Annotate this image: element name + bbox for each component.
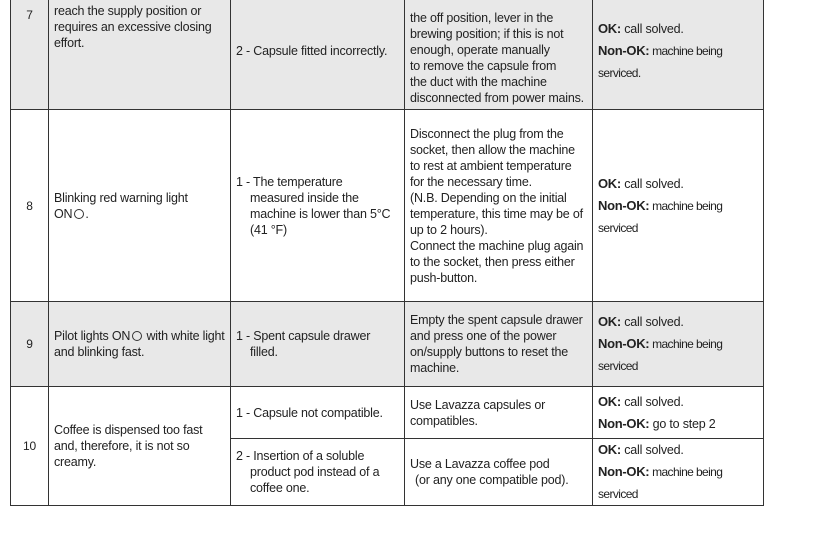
result-cell xyxy=(593,387,764,439)
solution-line: and press one of the power xyxy=(410,329,557,343)
cause-cell xyxy=(231,439,405,506)
problem-text-b: with white light and blinking fast. xyxy=(54,329,225,359)
solution-line: (N.B. Depending on the initial xyxy=(410,190,567,205)
problem-line: reach the supply position or xyxy=(54,4,202,18)
nok-text: machine being serviced xyxy=(598,337,723,373)
nok-label: Non-OK: xyxy=(598,43,650,58)
result-cell xyxy=(593,0,764,110)
problem-cell xyxy=(49,387,231,506)
problem-line: requires an excessive closing xyxy=(54,20,212,34)
table-row-10 xyxy=(11,387,764,439)
solution-line: for the necessary time. xyxy=(410,174,532,189)
cause-text: 1 - Spent capsule drawer filled. xyxy=(236,329,371,359)
circle-icon xyxy=(74,209,84,219)
nok-text: go to step 2 xyxy=(649,416,716,431)
solution-line: Connect the machine plug again xyxy=(410,238,584,253)
ok-text: call solved. xyxy=(620,394,684,409)
cause-text: 1 - The temperature measured inside the machine is lower than 5°C (41 °F) xyxy=(236,174,391,237)
cause-cell xyxy=(231,302,405,387)
ok-label: OK: xyxy=(598,442,621,457)
problem-end-text: . xyxy=(85,206,89,221)
problem-text-a: Pilot lights ON xyxy=(54,329,131,343)
cause-text: 2 - Capsule fitted incorrectly. xyxy=(236,44,388,58)
nok-text: machine being serviced xyxy=(598,465,723,501)
nok-label: Non-OK: xyxy=(598,464,650,479)
solution-line: compatibles. xyxy=(410,413,478,428)
troubleshooting-table xyxy=(10,0,764,506)
cause-text: 2 - Insertion of a soluble product pod instead of a coffee one. xyxy=(236,449,380,495)
ok-label: OK: xyxy=(598,21,621,36)
ok-label: OK: xyxy=(598,393,621,409)
solution-line: enough, operate manually xyxy=(410,43,550,57)
cause-cell xyxy=(231,387,405,439)
solution-cell xyxy=(405,0,593,110)
ok-label: OK: xyxy=(598,314,621,329)
solution-line: the off position, lever in the xyxy=(410,11,554,25)
solution-cell xyxy=(405,439,593,506)
problem-on-text: ON xyxy=(54,206,73,221)
table-row-7 xyxy=(11,0,764,110)
table-row-9 xyxy=(11,302,764,387)
nok-label: Non-OK: xyxy=(598,415,650,431)
nok-label: Non-OK: xyxy=(598,197,650,213)
solution-line: machine. xyxy=(410,361,460,375)
ok-text: call solved. xyxy=(620,176,684,191)
row-number: 9 xyxy=(11,302,49,387)
row-number: 7 xyxy=(11,0,49,110)
solution-line: Empty the spent capsule drawer xyxy=(410,313,583,327)
solution-line: up to 2 hours). xyxy=(410,222,488,237)
ok-text: call solved. xyxy=(620,315,684,329)
solution-line: socket, then allow the machine xyxy=(410,142,575,157)
solution-cell xyxy=(405,110,593,302)
solution-line: disconnected from power mains. xyxy=(410,91,584,105)
nok-text: machine being serviced. xyxy=(598,44,723,80)
nok-label: Non-OK: xyxy=(598,336,650,351)
problem-line: and, therefore, it is not so xyxy=(54,439,190,453)
cause-cell xyxy=(231,0,405,110)
solution-line: Use Lavazza capsules or xyxy=(410,397,546,412)
solution-line: brewing position; if this is not xyxy=(410,27,564,41)
table-row-8 xyxy=(11,110,764,302)
problem-cell xyxy=(49,302,231,387)
solution-line: on/supply buttons to reset the xyxy=(410,345,568,359)
nok-text: machine being serviced xyxy=(598,198,723,235)
solution-cell xyxy=(405,387,593,439)
result-cell xyxy=(593,302,764,387)
solution-line: Use a Lavazza coffee pod xyxy=(410,457,550,471)
row-number: 8 xyxy=(11,110,49,302)
solution-line: (or any one compatible pod). xyxy=(415,473,569,487)
solution-line: Disconnect the plug from the xyxy=(410,126,564,141)
problem-line: Coffee is dispensed too fast xyxy=(54,423,203,437)
problem-line: Blinking red warning light xyxy=(54,190,188,205)
solution-line: push-button. xyxy=(410,270,478,285)
cause-text: 1 - Capsule not compatible. xyxy=(236,405,383,420)
cause-cell xyxy=(231,110,405,302)
ok-text: call solved. xyxy=(620,22,684,36)
solution-line: to remove the capsule from xyxy=(410,59,557,73)
ok-text: call solved. xyxy=(620,443,684,457)
solution-line: to the socket, then press either xyxy=(410,254,575,269)
result-cell xyxy=(593,439,764,506)
solution-line: to rest at ambient temperature xyxy=(410,158,572,173)
problem-cell xyxy=(49,0,231,110)
result-cell xyxy=(593,110,764,302)
row-number: 10 xyxy=(11,387,49,506)
solution-cell xyxy=(405,302,593,387)
problem-cell xyxy=(49,110,231,302)
circle-icon xyxy=(132,331,142,341)
problem-line: creamy. xyxy=(54,455,97,469)
problem-line xyxy=(54,206,225,222)
problem-line: effort. xyxy=(54,36,85,50)
ok-label: OK: xyxy=(598,175,621,191)
solution-line: the duct with the machine xyxy=(410,75,547,89)
solution-line: temperature, this time may be of xyxy=(410,206,583,221)
